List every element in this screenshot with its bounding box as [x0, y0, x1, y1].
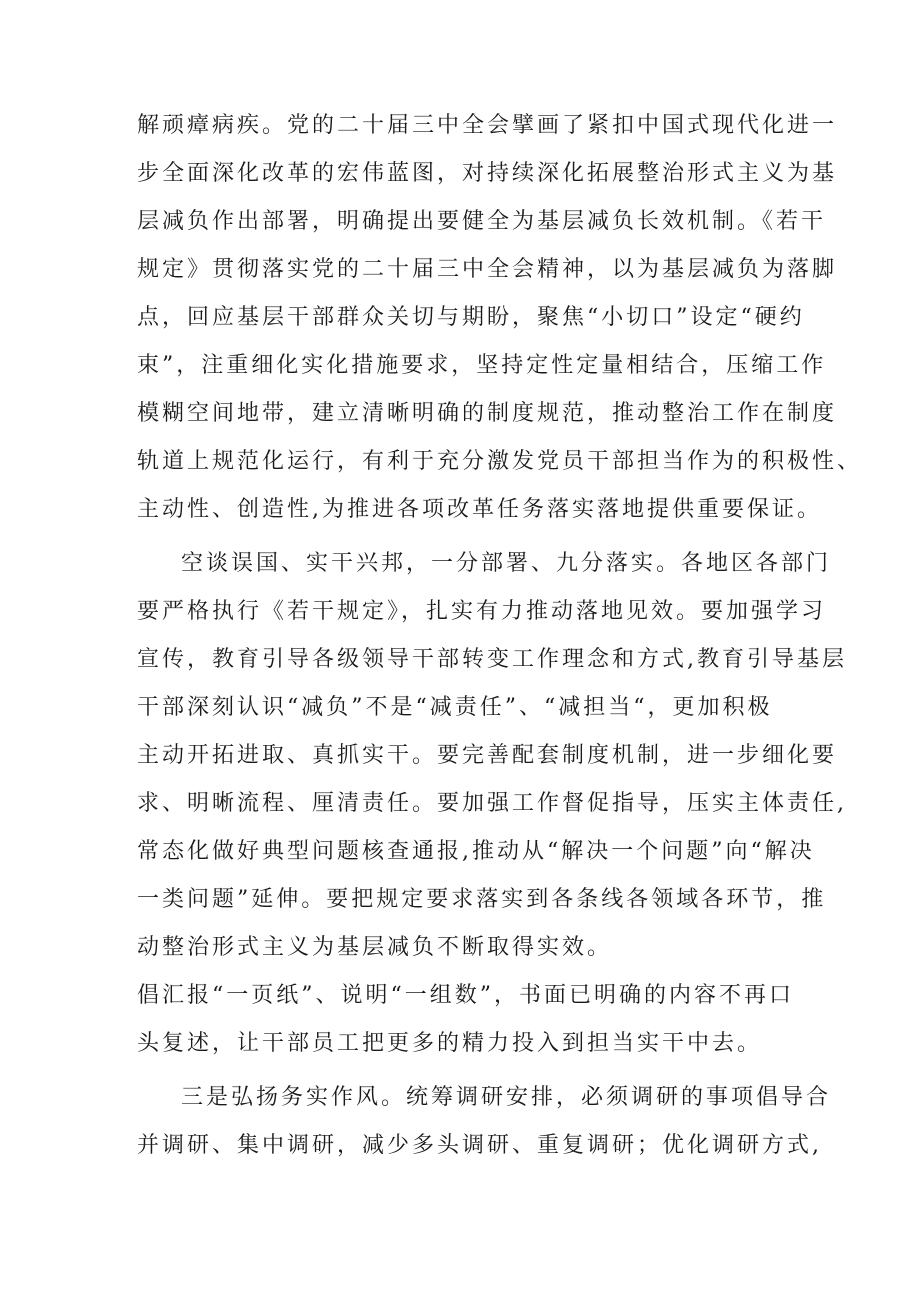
text-line: 宣传，教育引导各级领导干部转变工作理念和方式,教育引导基层 — [137, 647, 847, 672]
text-line: 轨道上规范化运行，有利于充分激发党员干部担当作为的积极性、 — [137, 449, 863, 474]
text-line: 步全面深化改革的宏伟蓝图，对持续深化拓展整治形式主义为基 — [137, 161, 838, 186]
paragraph-2 — [137, 540, 847, 972]
text-line: 干部深刻认识“减负”不是“减责任”、“减担当“，更加积极 — [137, 695, 773, 720]
paragraph-1 — [137, 102, 863, 534]
paragraph-4 — [137, 1074, 832, 1170]
text-line: 模糊空间地带，建立清晰明确的制度规范，推动整治工作在制度 — [137, 401, 838, 426]
text-line: 层减负作出部署，明确提出要健全为基层减负长效机制。《若干 — [137, 209, 827, 234]
text-line: 头复述，让干部员工把更多的精力投入到担当实干中去。 — [137, 1031, 763, 1056]
paragraph-3 — [137, 972, 797, 1068]
text-line: 束”，注重细化实化措施要求，坚持定性定量相结合，压缩工作 — [137, 353, 827, 378]
document-body — [137, 102, 863, 1170]
text-line: 主动性、创造性,为推进各项改革任务落实落地提供重要保证。 — [137, 497, 822, 522]
text-line: 并调研、集中调研，减少多头调研、重复调研；优化调研方式, — [137, 1133, 822, 1158]
text-line: 空谈误国、实干兴邦，一分部署、九分落实。各地区各部门 — [181, 551, 832, 576]
text-line: 常态化做好典型问题核查通报,推动从“解决一个问题”向“解决 — [137, 839, 815, 864]
text-line: 倡汇报“一页纸”、说明“一组数”，书面已明确的内容不再口 — [137, 983, 794, 1008]
text-line: 主动开拓进取、真抓实干。要完善配套制度机制，进一步细化要 — [137, 743, 838, 768]
text-line: 规定》贯彻落实党的二十届三中全会精神，以为基层减负为落脚 — [137, 257, 838, 282]
text-line: 一类问题”延伸。要把规定要求落实到各条线各领域各环节，推 — [137, 887, 827, 912]
text-line: 动整治形式主义为基层减负不断取得实效。 — [137, 935, 613, 960]
text-line: 要严格执行《若干规定》，扎实有力推动落地见效。要加强学习 — [137, 599, 827, 624]
text-line: 解顽瘴病疾。党的二十届三中全会擘画了紧扣中国式现代化进一 — [137, 113, 838, 138]
text-line: 求、明晰流程、厘清责任。要加强工作督促指导，压实主体责任, — [137, 791, 847, 816]
text-line: 点，回应基层干部群众关切与期盼，聚焦“小切口”设定“硬约 — [137, 305, 805, 330]
text-line: 三是弘扬务实作风。统筹调研安排，必须调研的事项倡导合 — [181, 1085, 832, 1110]
